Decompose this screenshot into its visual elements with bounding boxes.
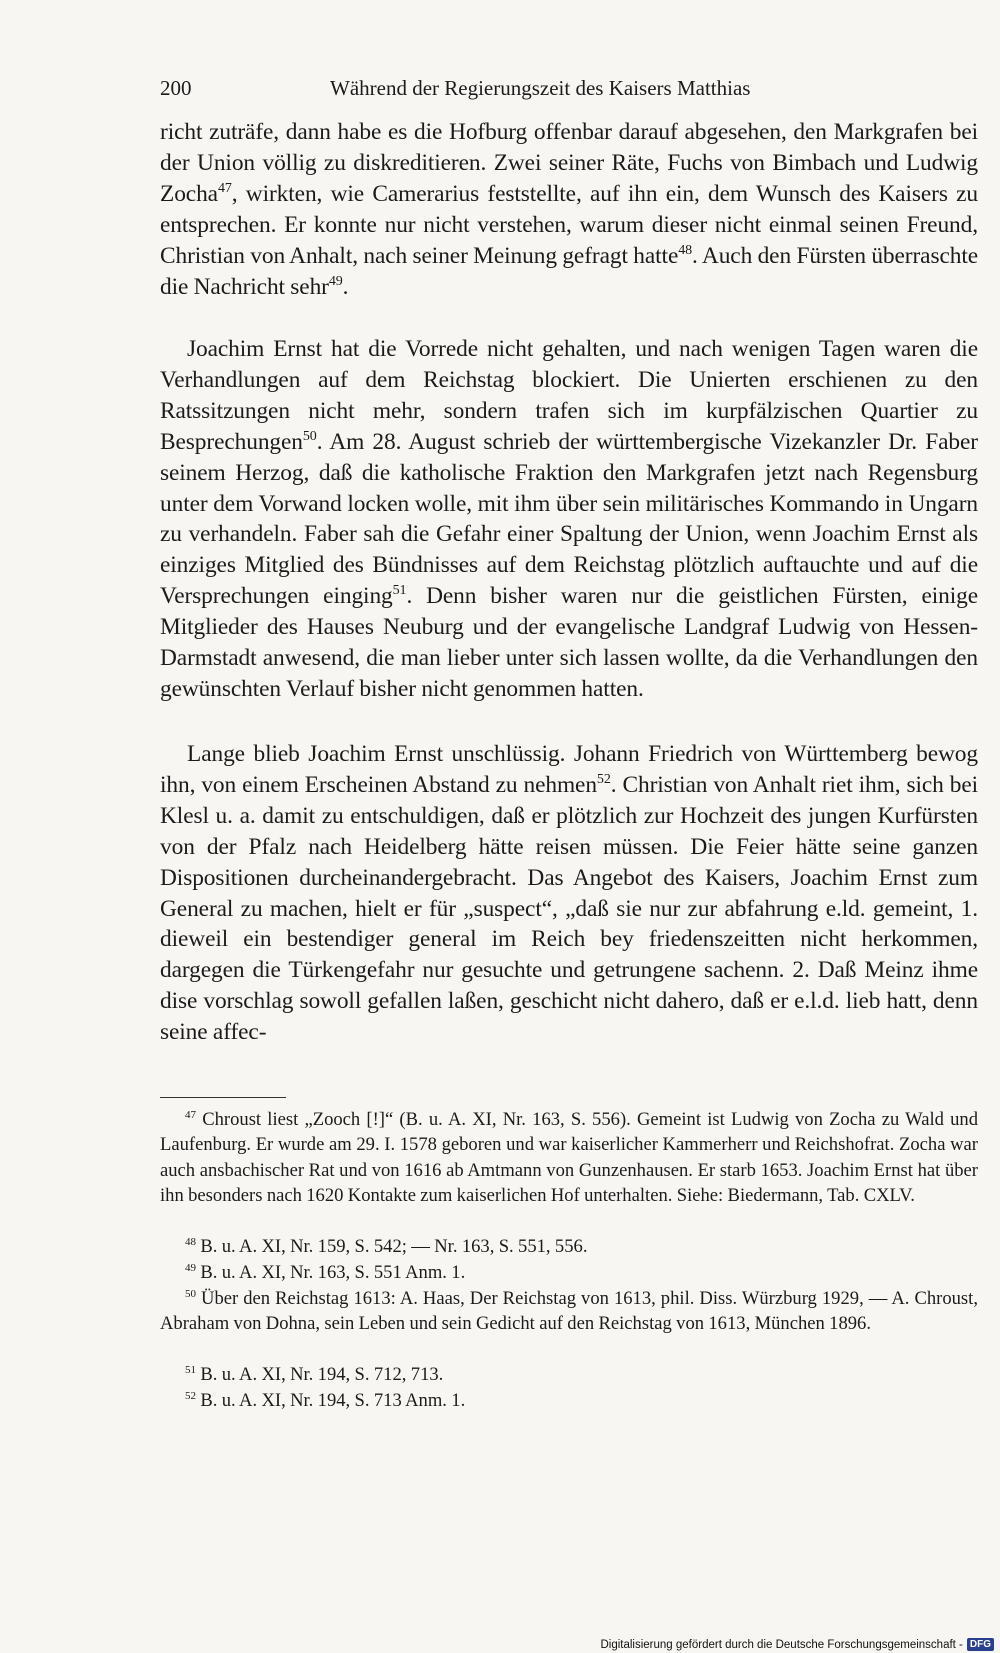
footnote-ref[interactable]: 49 — [328, 273, 343, 289]
footnote-number: 51 — [185, 1363, 196, 1376]
paragraph-text: , wirkten, wie Camerarius feststellte, auf ihn ein, dem Wunsch des Kaisers zu entsprechen. Er konnte nur nicht verstehen, warum dieser nicht einmal seinen Freund, Christian von Anhalt, nach seiner Meinung gefragt hatte — [160, 180, 978, 269]
running-title: Während der Regierungszeit des Kaisers Matthias — [330, 76, 751, 100]
footnote-48 — [160, 1234, 978, 1259]
footnote-number: 47 — [185, 1108, 196, 1121]
dfg-logo: DFG — [967, 1638, 994, 1651]
footnote-ref[interactable]: 52 — [596, 772, 611, 788]
footnote-number: 48 — [185, 1235, 196, 1248]
paragraph-text: . Denn bisher waren nur die geistlichen Fürsten, einige Mitglieder des Hauses Neuburg und der evangelische Landgraf Ludwig von Hessen-Darmstadt anwesend, die man lieber unter sich lassen wollte, da die Verhandlungen den gewünschten Verlauf bisher nicht genommen hatten. — [160, 583, 978, 702]
footnote-47 — [160, 1107, 978, 1209]
body-paragraph-1 — [160, 117, 978, 302]
paragraph-text: . Christian von Anhalt riet ihm, sich bei Klesl u. a. damit zu entschuldigen, daß er plötzlich zur Hochzeit des jungen Kurfürsten von der Pfalz nach Heidelberg hätte reisen müssen. Die Feier hätte seine ganzen Dispositionen durcheinandergebracht. Das Angebot des Kaisers, Joachim Ernst zum General zu machen, hielt er für „suspect“, „daß sie nur zur abfahrung e.ld. gemeint, 1. dieweil ein bestendiger general im Reich bey friedenszeitten nicht herkommen, dargegen die Türkengefahr nur gesuchte und getrungene sachenn. 2. Daß Meinz ihme dise vorschlag sowoll gefallen laßen, geschicht nicht dahero, daß er e.l.d. lieb hatt, denn seine affec- — [160, 771, 978, 1046]
footnote-divider — [160, 1097, 286, 1098]
paragraph-text: richt zuträfe, dann habe es die Hofburg offenbar darauf abgesehen, den Markgrafen bei der Union völlig zu diskreditieren. Zwei seiner Räte, Fuchs von Bimbach und Ludwig Zocha — [160, 119, 978, 207]
paragraph-text: Lange blieb Joachim Ernst unschlüssig. Johann Friedrich von Württemberg bewog ihn, von einem Erscheinen Abstand zu nehmen — [160, 741, 978, 798]
footnote-50 — [160, 1286, 978, 1337]
footnote-ref[interactable]: 47 — [217, 181, 232, 197]
paragraph-text: . Auch den Fürsten überraschte die Nachricht sehr — [160, 242, 979, 300]
footnote-52 — [160, 1388, 978, 1413]
page-number: 200 — [160, 76, 192, 100]
footnote-ref[interactable]: 50 — [302, 428, 317, 444]
running-header — [160, 76, 937, 106]
digitization-footer — [600, 1638, 994, 1651]
body-paragraph-2 — [160, 334, 978, 705]
footnote-text: B. u. A. XI, Nr. 194, S. 713 Anm. 1. — [200, 1390, 466, 1411]
footnote-51 — [160, 1362, 978, 1387]
footnote-text: B. u. A. XI, Nr. 163, S. 551 Anm. 1. — [200, 1262, 466, 1283]
footnote-number: 49 — [185, 1261, 196, 1274]
paragraph-text: . Am 28. August schrieb der württembergische Vizekanzler Dr. Faber seinem Herzog, daß die katholische Fraktion den Markgrafen jetzt nach Regensburg unter dem Vorwand locken wolle, mit ihm über sein militärisches Kommando in Ungarn zu verhandeln. Faber sah die Gefahr einer Spaltung der Union, wenn Joachim Ernst als einziges Mitglied des Bündnisses auf dem Reichstag plötzlich auftauchte und auf die Versprechungen einging — [160, 428, 978, 610]
footnote-ref[interactable]: 51 — [392, 583, 407, 599]
footnote-text: B. u. A. XI, Nr. 194, S. 712, 713. — [200, 1364, 444, 1385]
footnote-text: Über den Reichstag 1613: A. Haas, Der Reichstag von 1613, phil. Diss. Würzburg 1929, — A. Chroust, Abraham von Dohna, sein Leben und sein Gedicht auf den Reichstag von 1613, München 1896. — [160, 1288, 978, 1335]
footnote-text: Chroust liest „Zooch [!]“ (B. u. A. XI, Nr. 163, S. 556). Gemeint ist Ludwig von Zocha zu Wald und Laufenburg. Er wurde am 29. I. 1578 geboren und war kaiserlicher Kammerherr und Reichshofrat. Zocha war auch ansbachischer Rat und von 1616 ab Amtmann von Gunzenhausen. Er starb 1653. Joachim Ernst hat über ihn besonders nach 1620 Kontakte zum kaiserlichen Hof unterhalten. Siehe: Biedermann, Tab. CXLV. — [160, 1109, 978, 1207]
footer-text: Digitalisierung gefördert durch die Deutsche Forschungsgemeinschaft - — [600, 1638, 963, 1651]
footnote-49 — [160, 1260, 978, 1285]
paragraph-text: Joachim Ernst hat die Vorrede nicht gehalten, und nach wenigen Tagen waren die Verhandlungen auf dem Reichstag blockiert. Die Unierten erschienen zu den Ratssitzungen nicht mehr, sondern trafen sich im kurpfälzischen Quartier zu Besprechungen — [160, 336, 978, 455]
footnote-ref[interactable]: 48 — [678, 242, 693, 258]
footnote-number: 52 — [185, 1389, 196, 1402]
footnote-number: 50 — [185, 1287, 196, 1300]
paragraph-text: . — [342, 273, 349, 300]
body-paragraph-3 — [160, 739, 978, 1048]
footnote-text: B. u. A. XI, Nr. 159, S. 542; — Nr. 163, S. 551, 556. — [200, 1236, 588, 1257]
